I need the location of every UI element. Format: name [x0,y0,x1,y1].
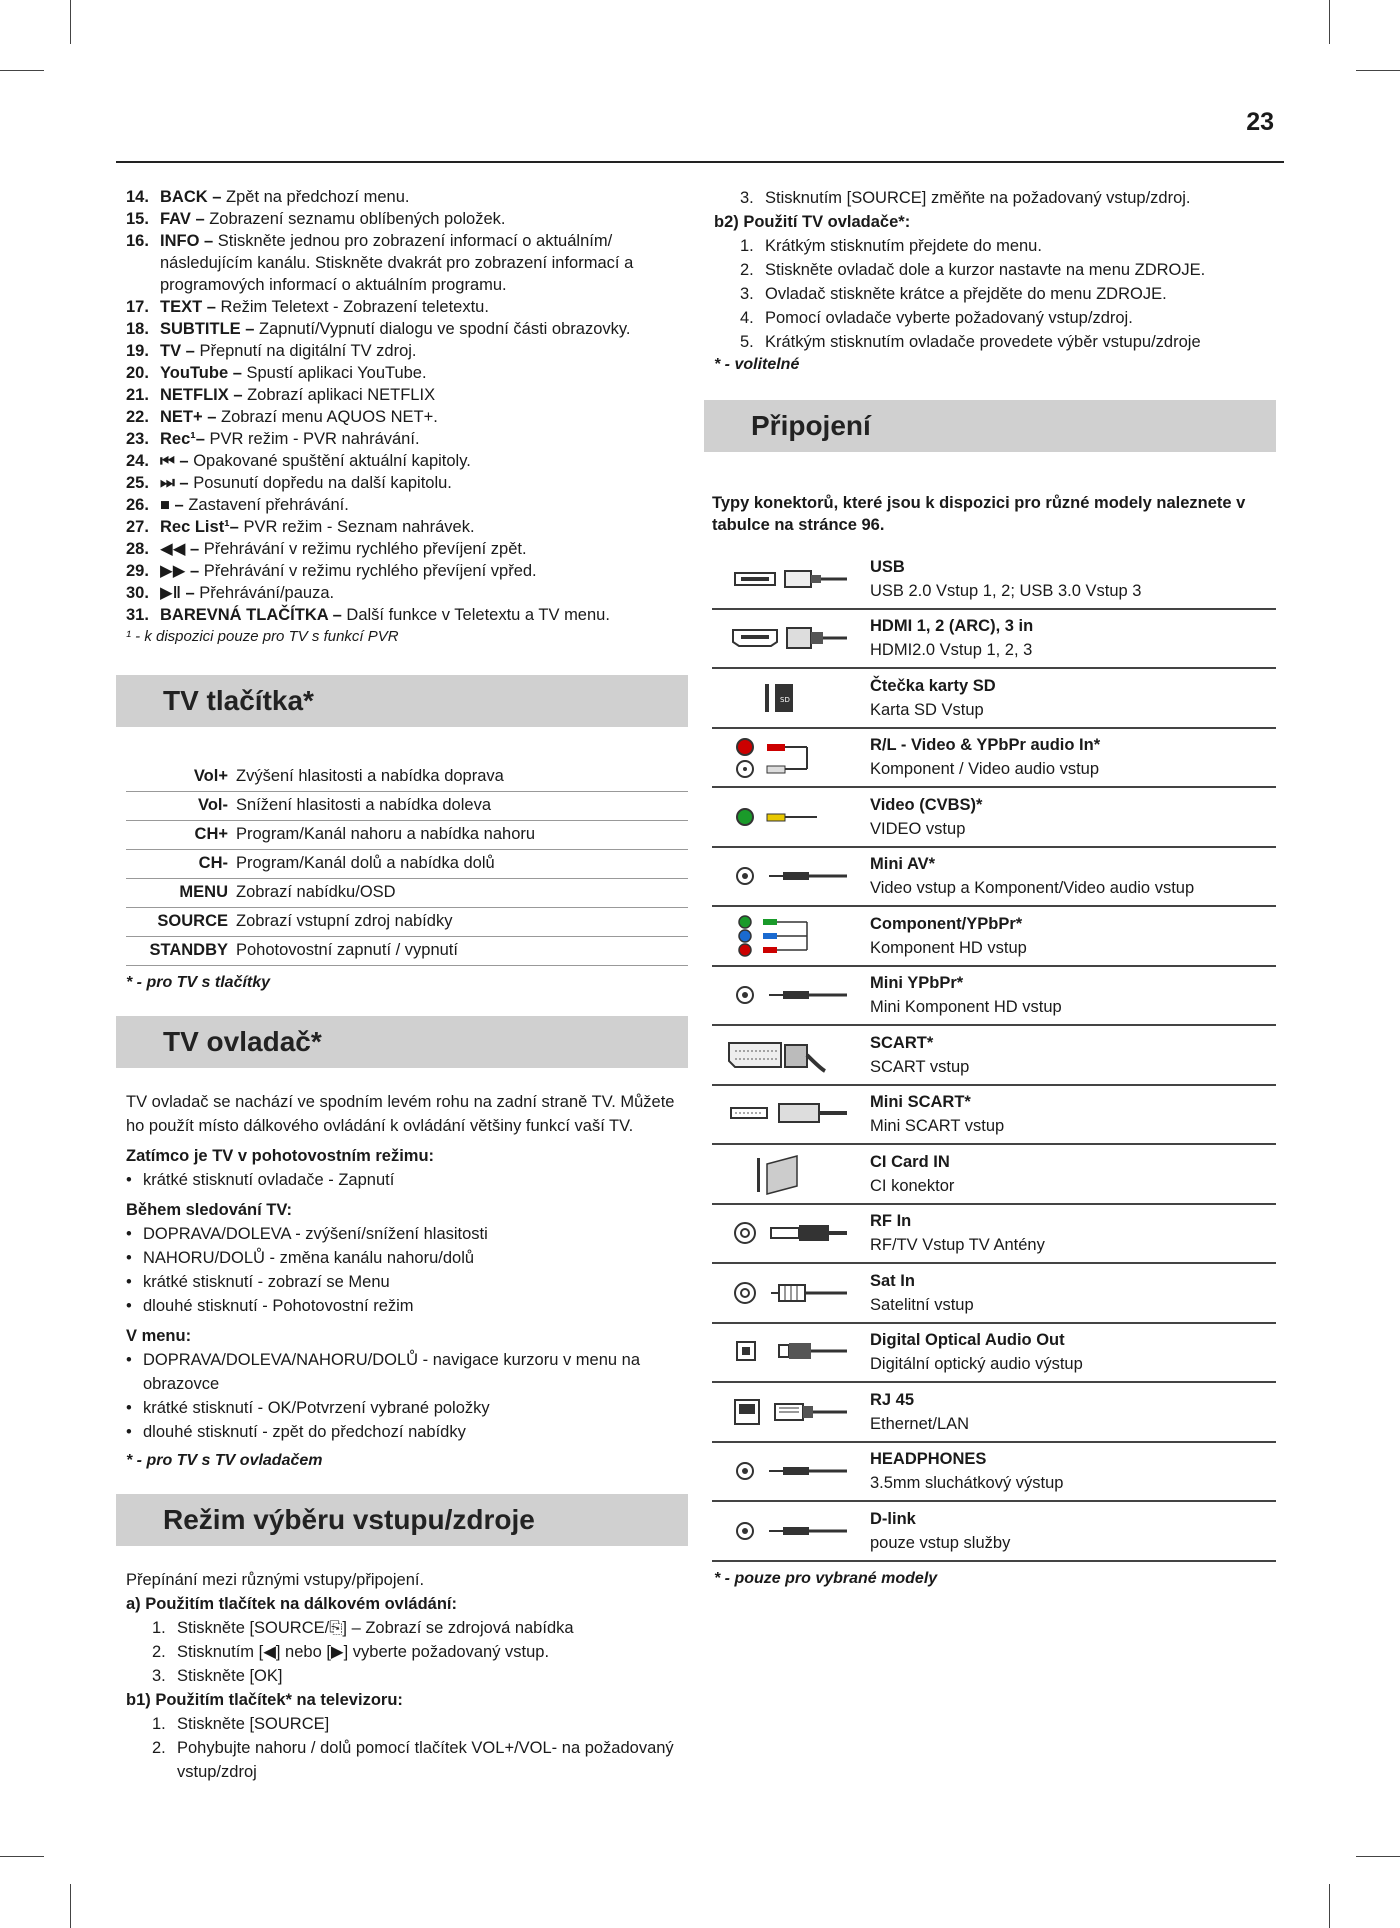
item-body [160,516,475,538]
b1-steps-continued [714,186,1276,210]
item-number: 29. [126,562,149,580]
connections-table [712,550,1276,1562]
step-number: 3. [152,1667,166,1685]
list-item [126,604,688,626]
item-body [160,296,489,318]
list-item [740,186,1276,210]
crop-mark [70,1884,71,1928]
list-item [126,384,688,406]
list-item: • krátké stisknutí ovladače - Zapnutí [126,1168,688,1192]
connector-desc: Video vstup a Komponent/Video audio vstup [870,879,1195,898]
button-desc: Pohotovostní zapnutí / vypnutí [236,937,688,966]
item-label: ◀◀ – [160,540,200,558]
connector-row [712,907,1276,967]
list-item [126,318,688,340]
table-row [126,850,688,879]
item-label: Rec List¹– [160,518,239,536]
connector-desc: HDMI2.0 Vstup 1, 2, 3 [870,641,1033,660]
list-item [152,1664,688,1688]
item-text: Zobrazí menu AQUOS NET+. [216,408,438,426]
step-text: Stiskněte [OK] [177,1667,283,1685]
connector-row [712,1205,1276,1265]
item-label: YouTube – [160,364,242,382]
connector-row [712,1026,1276,1086]
item-text: Stiskněte jednou pro zobrazení informací o aktuálním/ následujícím kanálu. Stiskněte dvakrát pro zobrazení informací a programových informací o aktuálním programu. [160,232,634,294]
component-rca-icon [712,907,862,965]
headphone-jack-icon [712,1443,862,1501]
connector-title: HEADPHONES [870,1450,987,1469]
crop-mark [1356,70,1400,71]
step-number: 2. [740,261,754,279]
list-item: • DOPRAVA/DOLEVA - zvýšení/snížení hlasitosti [126,1222,688,1246]
connector-title: Video (CVBS)* [870,795,983,814]
item-label: ▶▶ – [160,562,200,580]
step-number: 2. [152,1739,166,1757]
item-body [160,428,420,450]
connector-text [862,614,1276,662]
connections-heading: Připojení [704,400,1276,452]
step-text: Krátkým stisknutím ovladače provedete výběr vstupu/zdroje [765,333,1201,351]
item-number: 21. [126,386,149,404]
table-row [126,937,688,966]
list-item [740,306,1276,330]
button-key: MENU [126,879,236,908]
b2-steps-list [714,234,1276,354]
step-number: 1. [152,1619,166,1637]
usb-connector-icon [712,550,862,608]
connector-row [712,550,1276,610]
button-key: CH- [126,850,236,879]
connector-row [712,1502,1276,1562]
item-body [160,604,610,626]
header-rule [116,161,1284,163]
item-label: SUBTITLE – [160,320,255,338]
step-text: Ovladač stiskněte krátce a přejděte do menu ZDROJE. [765,285,1167,303]
list-item [126,362,688,384]
button-key: CH+ [126,821,236,850]
optical-toslink-icon [712,1324,862,1382]
step-number: 1. [740,237,754,255]
step-number: 1. [152,1715,166,1733]
item-body [160,340,417,362]
connector-row [712,1443,1276,1503]
item-text: Zobrazí aplikaci NETFLIX [242,386,436,404]
connector-row [712,967,1276,1027]
connector-text [862,1269,1276,1317]
connector-desc: Digitální optický audio výstup [870,1355,1083,1374]
list-item [740,330,1276,354]
button-desc: Program/Kanál dolů a nabídka dolů [236,850,688,879]
list-item: • krátké stisknutí - zobrazí se Menu [126,1270,688,1294]
a-steps-list [126,1616,688,1688]
table-row [126,792,688,821]
connector-text [862,793,1276,841]
connector-desc: Ethernet/LAN [870,1414,970,1433]
rca-video-icon [712,788,862,846]
item-number: 17. [126,298,149,316]
item-number: 31. [126,606,149,624]
connector-text [862,1209,1276,1257]
connector-text [862,1031,1276,1079]
item-body [160,582,334,604]
step-text: Stisknutím [◀] nebo [▶] vyberte požadovaný vstup. [177,1643,550,1661]
list-item [126,428,688,450]
connector-desc: Mini Komponent HD vstup [870,998,1062,1017]
item-text: Zobrazení seznamu oblíbených položek. [204,210,506,228]
connector-text [862,1507,1276,1555]
source-select-continued [714,186,1276,354]
list-item [126,560,688,582]
d-link-jack-icon [712,1502,862,1560]
connector-row [712,669,1276,729]
svg-text:SD: SD [780,695,790,704]
step-text: Stisknutím [SOURCE] změňte na požadovaný vstup/zdroj. [765,189,1191,207]
item-body [160,208,505,230]
connector-desc: Mini SCART vstup [870,1117,1005,1136]
hdmi-connector-icon [712,610,862,668]
item-label: TV – [160,342,195,360]
connector-desc: SCART vstup [870,1057,970,1076]
connector-title: Component/YPbPr* [870,914,1023,933]
list-item [126,296,688,318]
rf-coax-icon [712,1205,862,1263]
ci-card-icon [712,1145,862,1203]
button-key: STANDBY [126,937,236,966]
connector-row [712,610,1276,670]
button-key: Vol+ [126,763,236,792]
connector-text [862,1447,1276,1495]
connector-desc: 3.5mm sluchátkový výstup [870,1474,1064,1493]
step-text: Stiskněte [SOURCE] [177,1715,330,1733]
connector-text [862,852,1276,900]
step-number: 3. [740,285,754,303]
list-item: • NAHORU/DOLŮ - změna kanálu nahoru/dolů [126,1246,688,1270]
connector-title: RF In [870,1212,912,1231]
standby-heading: Zatímco je TV v pohotovostním režimu: [126,1147,435,1165]
item-label: NETFLIX – [160,386,243,404]
connector-desc: USB 2.0 Vstup 1, 2; USB 3.0 Vstup 3 [870,581,1142,600]
tv-controller-heading: TV ovladač* [116,1016,688,1068]
list-item [126,186,688,208]
item-number: 16. [126,232,149,250]
step-text: Pomocí ovladače vyberte požadovaný vstup/zdroj. [765,309,1133,327]
crop-mark [0,1856,44,1857]
source-select-heading: Režim výběru vstupu/zdroje [116,1494,688,1546]
connector-row [712,1324,1276,1384]
pvr-footnote: ¹ - k dispozici pouze pro TV s funkcí PVR [126,628,399,645]
tv-buttons-note: * - pro TV s tlačítky [126,974,271,991]
connector-desc: Karta SD Vstup [870,700,984,719]
item-number: 24. [126,452,149,470]
connector-row [712,788,1276,848]
item-number: 25. [126,474,149,492]
crop-mark [1356,1856,1400,1857]
crop-mark [0,70,44,71]
item-label: NET+ – [160,408,217,426]
tv-controller-section [126,1090,688,1444]
item-label: BACK – [160,188,222,206]
connector-desc: CI konektor [870,1176,955,1195]
item-text: Další funkce v Teletextu a TV menu. [341,606,610,624]
button-key: Vol- [126,792,236,821]
b2-heading: b2) Použití TV ovladače*: [714,213,911,231]
list-item [152,1640,688,1664]
item-number: 30. [126,584,149,602]
connector-title: CI Card IN [870,1152,950,1171]
connector-text [862,555,1276,603]
item-label: ⏮ – [160,452,189,470]
watching-list [126,1222,688,1318]
menu-heading: V menu: [126,1327,192,1345]
button-desc: Zvýšení hlasitosti a nabídka doprava [236,763,688,792]
list-item [126,472,688,494]
item-body [160,560,537,582]
item-label: Rec¹– [160,430,205,448]
step-text: Stiskněte ovladač dole a kurzor nastavte na menu ZDROJE. [765,261,1206,279]
connector-row [712,1264,1276,1324]
item-text: Spustí aplikaci YouTube. [241,364,427,382]
button-desc: Zobrazí vstupní zdroj nabídky [236,908,688,937]
rj45-ethernet-icon [712,1383,862,1441]
connector-title: Mini SCART* [870,1093,971,1112]
list-item: • krátké stisknutí - OK/Potvrzení vybrané položky [126,1396,688,1420]
connector-title: Čtečka karty SD [870,676,996,695]
connector-desc: pouze vstup služby [870,1533,1011,1552]
crop-mark [1329,1884,1330,1928]
b1-steps-list [126,1712,688,1784]
item-number: 14. [126,188,149,206]
list-item [126,582,688,604]
item-body [160,472,452,494]
connector-text [862,912,1276,960]
table-row [126,821,688,850]
connector-text [862,1328,1276,1376]
connector-text [862,733,1276,781]
item-label: ▶‖ – [160,584,195,602]
menu-list [126,1348,688,1444]
list-item: • dlouhé stisknutí - Pohotovostní režim [126,1294,688,1318]
connector-desc: Komponent HD vstup [870,938,1027,957]
page-number: 23 [1246,108,1274,136]
step-text: Pohybujte nahoru / dolů pomocí tlačítek VOL+/VOL- na požadovaný vstup/zdroj [177,1739,674,1781]
connections-note: * - pouze pro vybrané modely [714,1569,938,1587]
list-item [126,516,688,538]
item-body [160,450,471,472]
tv-controller-note: * - pro TV s TV ovladačem [126,1452,323,1469]
a-heading: a) Použitím tlačítek na dálkovém ovládání: [126,1595,458,1613]
connector-row [712,848,1276,908]
item-text: Zapnutí/Vypnutí dialogu ve spodní části obrazovky. [254,320,631,338]
crop-mark [1329,0,1330,44]
table-row [126,908,688,937]
step-text: Krátkým stisknutím přejdete do menu. [765,237,1042,255]
scart-connector-icon [712,1026,862,1084]
source-select-intro: Přepínání mezi různými vstupy/připojení. [126,1571,425,1589]
source-select-section [126,1568,688,1784]
list-item [740,258,1276,282]
item-label: ⏭ – [160,474,189,492]
item-number: 26. [126,496,149,514]
connector-desc: VIDEO vstup [870,819,966,838]
item-number: 18. [126,320,149,338]
mini-scart-connector-icon [712,1086,862,1144]
connector-text [862,1150,1276,1198]
list-item [740,282,1276,306]
item-text: PVR režim - Seznam nahrávek. [238,518,475,536]
item-text: Přepnutí na digitální TV zdroj. [194,342,417,360]
step-text: Stiskněte [SOURCE/⎘] – Zobrazí se zdrojová nabídka [177,1619,574,1637]
crop-mark [70,0,71,44]
item-label: ■ – [160,496,184,514]
item-body [160,230,688,296]
connector-row [712,1086,1276,1146]
list-item [126,538,688,560]
b1-heading: b1) Použitím tlačítek* na televizoru: [126,1691,403,1709]
table-row [126,763,688,792]
connections-intro: Typy konektorů, které jsou k dispozici pro různé modely naleznete v tabulce na stránce 96. [712,494,1246,534]
step-number: 5. [740,333,754,351]
tv-buttons-table [126,763,688,966]
optional-note: * - volitelné [714,356,800,373]
item-number: 15. [126,210,149,228]
item-body [160,384,435,406]
button-key: SOURCE [126,908,236,937]
connector-desc: Komponent / Video audio vstup [870,760,1100,779]
connector-text [862,674,1276,722]
list-item [740,234,1276,258]
item-body [160,406,438,428]
sat-f-connector-icon [712,1264,862,1322]
list-item [126,208,688,230]
connector-row [712,1145,1276,1205]
item-body [160,494,349,516]
connector-title: SCART* [870,1033,934,1052]
item-number: 27. [126,518,149,536]
item-text: Přehrávání/pauza. [194,584,335,602]
button-desc: Snížení hlasitosti a nabídka doleva [236,792,688,821]
connector-row [712,1383,1276,1443]
item-text: Posunutí dopředu na další kapitolu. [188,474,452,492]
connector-row [712,729,1276,789]
connector-title: HDMI 1, 2 (ARC), 3 in [870,617,1034,636]
list-item [126,340,688,362]
list-item: • dlouhé stisknutí - zpět do předchozí nabídky [126,1420,688,1444]
step-number: 3. [740,189,754,207]
connector-title: Mini YPbPr* [870,974,964,993]
tv-buttons-heading: TV tlačítka* [116,675,688,727]
list-item [126,450,688,472]
connector-title: USB [870,557,905,576]
left-column [116,186,688,1784]
item-text: Zastavení přehrávání. [183,496,349,514]
item-body [160,362,427,384]
list-item [152,1616,688,1640]
item-label: FAV – [160,210,205,228]
right-column [704,186,1276,1588]
item-number: 28. [126,540,149,558]
item-number: 22. [126,408,149,426]
mini-ypbpr-jack-icon [712,967,862,1025]
item-text: Režim Teletext - Zobrazení teletextu. [215,298,489,316]
connector-title: RJ 45 [870,1390,915,1409]
button-desc: Program/Kanál nahoru a nabídka nahoru [236,821,688,850]
sd-card-icon [712,669,862,727]
list-item [126,230,688,296]
item-number: 20. [126,364,149,382]
step-number: 2. [152,1643,166,1661]
item-number: 19. [126,342,149,360]
connector-text [862,1388,1276,1436]
item-text: Opakované spuštění aktuální kapitoly. [188,452,471,470]
remote-functions-list [126,186,688,626]
item-label: INFO – [160,232,214,250]
item-text: Přehrávání v režimu rychlého převíjení vpřed. [199,562,537,580]
item-number: 23. [126,430,149,448]
item-body [160,318,631,340]
watching-heading: Během sledování TV: [126,1201,292,1219]
item-body [160,538,527,560]
item-label: BAREVNÁ TLAČÍTKA – [160,606,342,624]
rca-audio-icon [712,729,862,787]
mini-av-jack-icon [712,848,862,906]
list-item: • DOPRAVA/DOLEVA/NAHORU/DOLŮ - navigace kurzoru v menu na obrazovce [126,1348,688,1396]
item-body [160,186,409,208]
connector-title: Mini AV* [870,855,936,874]
connector-title: Digital Optical Audio Out [870,1331,1065,1350]
tv-controller-intro: TV ovladač se nachází ve spodním levém rohu na zadní straně TV. Můžete ho použít místo dálkového ovládání k ovládání většiny funkcí vaší TV. [126,1093,675,1135]
list-item [152,1712,688,1736]
step-number: 4. [740,309,754,327]
item-text: PVR režim - PVR nahrávání. [204,430,420,448]
item-text: Přehrávání v režimu rychlého převíjení zpět. [199,540,527,558]
table-row [126,879,688,908]
connector-text [862,971,1276,1019]
item-text: Zpět na předchozí menu. [221,188,410,206]
connector-desc: RF/TV Vstup TV Antény [870,1236,1045,1255]
button-desc: Zobrazí nabídku/OSD [236,879,688,908]
connector-desc: Satelitní vstup [870,1295,974,1314]
list-item [126,494,688,516]
connector-title: R/L - Video & YPbPr audio In* [870,736,1101,755]
list-item [152,1736,688,1784]
standby-list [126,1168,688,1192]
connector-title: Sat In [870,1271,915,1290]
list-item [126,406,688,428]
item-label: TEXT – [160,298,216,316]
connector-title: D-link [870,1509,916,1528]
connector-text [862,1090,1276,1138]
